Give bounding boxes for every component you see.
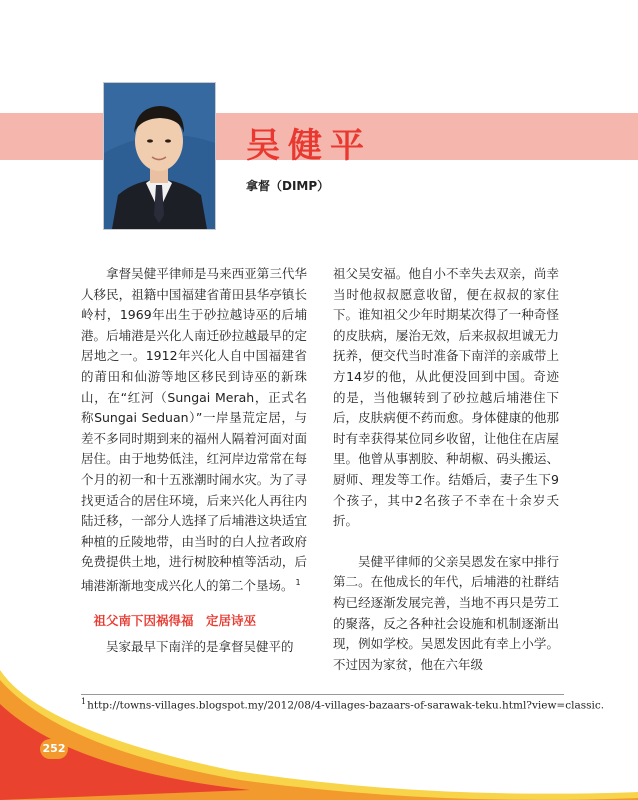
footnote-ref: 1 [295,577,301,587]
portrait-photo [103,82,216,230]
article-column-right [333,264,559,675]
article-paragraph [81,264,307,597]
article-paragraph: 吴健平律师的父亲吴恩发在家中排行第二。在他成长的年代，后埔港的社群结构已经逐渐发展完善，当地不再只是劳工的聚落，反之各种社会设施和机制逐渐出现，例如学校。吴恩发因此有幸上小学。不过因为家贫，他在六年级 [333,553,559,672]
article-column-left [81,264,307,658]
section-heading: 祖父南下因祸得福 定居诗巫 [93,612,257,628]
footnote-marker: 1 [81,697,87,706]
page-number: 252 [40,739,68,759]
decorative-swoosh [0,660,638,800]
portrait-illustration [104,83,215,229]
person-name: 吴健平 [246,126,372,166]
article-paragraph: 祖父吴安福。他自小不幸失去双亲，尚幸当时他叔叔愿意收留，便在叔叔的家住下。谁知祖父少年时期某次得了一种奇怪的皮肤病，屡治无效，后来叔叔坦诚无力抚养，便交代当时准备下南洋的亲戚带上方14岁的他，从此便没回到中国。奇迹的是，当他辗转到了砂拉越后埔港住下后，皮肤病便不药而愈。身体健康的他那时有幸获得某位同乡收留，让他住在店屋里。他曾从事割胶、种胡椒、码头搬运、厨师、理发等工作。结婚后，妻子生下9个孩子，其中2名孩子不幸在十余岁夭折。 [333,266,559,529]
paragraph-text: 拿督吴健平律师是马来西亚第三代华人移民，祖籍中国福建省莆田县华亭镇长岭村，1969年出生于砂拉越诗巫的后埔港。后埔港是兴化人南迁砂拉越最早的定居地之一。1912年兴化人自中国福建省的莆田和仙游等地区移民到诗巫的新珠山，在“红河（Sungai Merah，正式名称Sungai Seduan）”一岸垦荒定居，与差不多同时期到来的福州人隔着河面对面居住。由于地势低洼，红河岸边常常在每个月的初一和十五涨潮时闹水灾。为了寻找更适合的居住环境，后来兴化人再往内陆迁移，一部分人选择了后埔港这块适宜种植的丘陵地带，由当时的白人拉者政府免费提供土地，进行树胶种植等活动，后埔港渐渐地变成兴化人的第二个垦场。 [81,266,307,594]
footnote-url: http://towns-villages.blogspot.my/2012/08/4-villages-bazaars-of-sarawak-teku.html?view=classic. [87,699,605,712]
person-title: 拿督（DIMP） [246,179,330,193]
article-paragraph: 吴家最早下南洋的是拿督吴健平的 [106,639,294,655]
